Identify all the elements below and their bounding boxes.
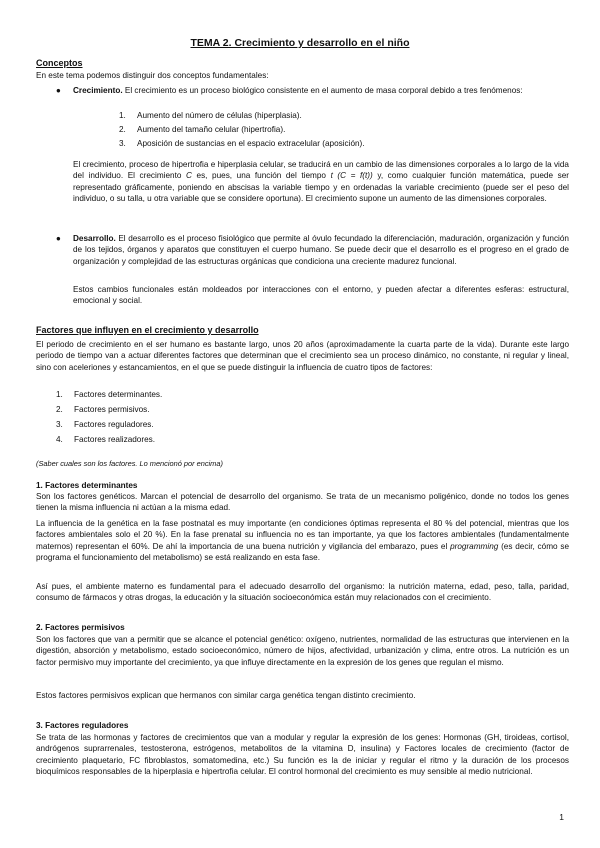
list-number: 2. — [119, 125, 126, 134]
crecimiento-paragraph-d: y, como cualquier función matemática, puede ser representado gráficamente, poniendo en abscisas la variable tiempo y en ordenadas la variable crecimiento (puede ser el peso del individuo, o su talla, u otra variable que se considere oportuna). El crecimiento supone un aumento de las dimensiones corporales. — [73, 171, 569, 203]
subheading-permisivos: 2. Factores permisivos — [36, 623, 125, 632]
crecimiento-label: Crecimiento. — [73, 86, 123, 95]
margin-note: (Saber cuales son los factores. Lo mencionó por encima) — [36, 459, 223, 468]
crecimiento-text: El crecimiento es un proceso biológico consistente en el aumento de masa corporal debido a tres fenómenos: — [122, 86, 523, 95]
crecimiento-formula: t (C = f(t)) — [330, 171, 373, 181]
desarrollo-text: El desarrollo es el proceso fisiológico que permite al óvulo fecundado la diferenciación, maduración, organización y función de los tejidos, órganos y aparatos que constituyen el cuerpo humano. Se puede decir que el desarrollo es el progreso en el grado de organización y complejidad de las estructuras orgánicas que condiciona una creciente madurez funcional. — [73, 234, 569, 266]
subheading-reguladores: 3. Factores reguladores — [36, 721, 129, 730]
determinantes-p1: Son los factores genéticos. Marcan el potencial de desarrollo del organismo. Se trata de un mecanismo poligénico, donde no todos los genes tienen la misma influencia ni actúan a la misma edad. — [36, 492, 569, 513]
programming-term: programming — [450, 541, 499, 551]
determinantes-p2 — [36, 518, 569, 563]
reguladores-p1: Se trata de las hormonas y factores de crecimientos que van a modular y regular la expresión de los genes: Hormonas (GH, tiroideas, cortisol, andrógenos suprarrenales, testosterona, estrógenos, metabolitos de la vitamina D, insulina) y Factores locales de crecimiento (factor de crecimiento plaquetario, FC fibroblastos, somatomedina, etc.) Su función es la de iniciar y regular el ritmo y la duración de los procesos bioquímicos responsables de la hiperplasia e hipertrofia celular. El control hormonal del crecimiento es muy sensible al medio nutricional. — [36, 733, 569, 776]
determinantes-p2-b: (es decir, cómo se programa el funcionamiento del metabolismo) se está realizando en esta fase. — [36, 541, 570, 562]
list-number: 1. — [119, 111, 126, 120]
page-number: 1 — [559, 812, 564, 822]
factor-item-4: Factores realizadores. — [74, 435, 155, 444]
section-heading-conceptos: Conceptos — [36, 58, 83, 68]
factor-item-1: Factores determinantes. — [74, 390, 163, 399]
determinantes-p3: Así pues, el ambiente materno es fundamental para el adecuado desarrollo del organismo: la nutrición materna, edad, peso, talla, paridad, consumo de fármacos y otras drogas, la educación y la situación socioeconómica están muy relacionados con el crecimiento. — [36, 582, 569, 603]
crecimiento-item-3: Aposición de sustancias en el espacio extracelular (aposición). — [137, 139, 365, 148]
factor-item-3: Factores reguladores. — [74, 420, 154, 429]
crecimiento-paragraph-b: es, pues, una función del tiempo — [191, 171, 331, 181]
section-heading-factores: Factores que influyen en el crecimiento y desarrollo — [36, 325, 259, 335]
crecimiento-symbol: C — [186, 171, 192, 181]
list-number: 1. — [56, 390, 63, 399]
determinantes-p2-a: La influencia de la genética en la fase postnatal es muy importante (en condiciones óptimas representa el 80 % del potencial, mientras que los factores ambientales solo el 20 %). En la fase prenatal su influencia no es tan importante, ya que los factores ambientales (fundamentalmente maternos) representan el 60%. De ahí la importancia de una buena nutrición y vigilancia del embarazo, pues el — [36, 519, 569, 551]
permisivos-p1: Son los factores que van a permitir que se alcance el potencial genético: oxígeno, nutrientes, normalidad de las estructuras que intervienen en la digestión, absorción y metabolismo, estado socioeconómico, número de hijos, afectividad, urbanización y clima, entre otros. La nutrición es un factor permisivo muy importante del crecimiento, ya que influye directamente en la expresión de los genes que regulan el mismo. — [36, 635, 569, 667]
conceptos-intro: En este tema podemos distinguir dos conceptos fundamentales: — [36, 71, 269, 80]
list-number: 3. — [56, 420, 63, 429]
crecimiento-paragraph — [73, 159, 569, 204]
crecimiento-item-2: Aumento del tamaño celular (hipertrofia). — [137, 125, 286, 134]
list-number: 4. — [56, 435, 63, 444]
desarrollo-definition — [73, 233, 569, 267]
crecimiento-item-1: Aumento del número de células (hiperplasia). — [137, 111, 302, 120]
desarrollo-paragraph: Estos cambios funcionales están moldeados por interacciones con el entorno, y pueden afectar a diferentes esferas: estructural, emocional y social. — [73, 285, 569, 306]
factor-item-2: Factores permisivos. — [74, 405, 150, 414]
factores-intro: El periodo de crecimiento en el ser humano es bastante largo, unos 20 años (aproximadamente la cuarta parte de la vida). Durante este largo periodo de tiempo van a actuar diferentes factores que determinan que el crecimiento sea un proceso dinámico, no constante, ni regular y lineal, sino con aceleriones y estancamientos, en el que se puede distinguir la influencia de cuatro tipos de factores: — [36, 340, 569, 372]
bullet-icon: ● — [56, 234, 61, 243]
permisivos-p2: Estos factores permisivos explican que hermanos con similar carga genética tengan distinto crecimiento. — [36, 691, 416, 700]
bullet-icon: ● — [56, 86, 61, 95]
page-title: TEMA 2. Crecimiento y desarrollo en el niño — [190, 37, 410, 49]
list-number: 3. — [119, 139, 126, 148]
crecimiento-paragraph-a: El crecimiento, proceso de hipertrofia e hiperplasia celular, se traducirá en un cambio de las dimensiones corporales a lo largo de la vida del individuo. El crecimiento — [73, 160, 569, 181]
desarrollo-label: Desarrollo. — [73, 234, 116, 243]
list-number: 2. — [56, 405, 63, 414]
subheading-determinantes: 1. Factores determinantes — [36, 481, 138, 490]
crecimiento-definition — [73, 85, 569, 96]
